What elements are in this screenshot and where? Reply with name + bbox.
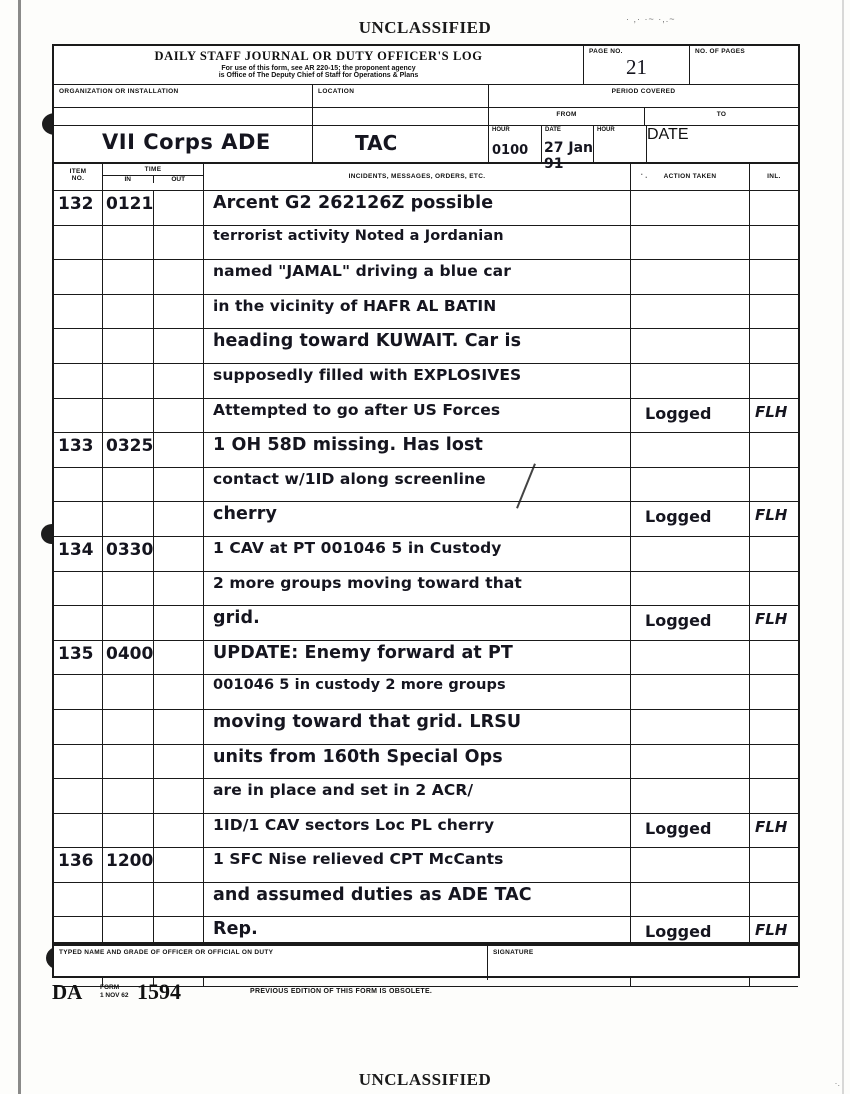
incident-text: moving toward that grid. LRSU	[213, 711, 522, 732]
action-taken-value: Logged	[645, 403, 712, 423]
signature-cell	[488, 946, 798, 980]
from-hour-label: HOUR	[492, 127, 510, 133]
table-row	[54, 260, 798, 295]
cell-time-in	[103, 675, 154, 709]
to-date-label: DATE	[647, 126, 689, 143]
from-date-cell	[542, 126, 594, 172]
table-row	[54, 468, 798, 503]
cell-time-in	[103, 260, 154, 294]
organization-value-cell	[54, 126, 313, 162]
incident-text: Arcent G2 262126Z possible	[213, 193, 494, 213]
form-title-row	[54, 46, 798, 85]
cell-item-no	[54, 433, 103, 467]
cell-action-taken	[631, 295, 750, 329]
cell-action-taken	[631, 364, 750, 398]
organization-value: VII Corps ADE	[102, 130, 271, 154]
incident-text: contact w/1ID along screenline	[213, 469, 486, 488]
cell-time-in	[103, 710, 154, 744]
column-header-time-in: IN	[103, 176, 154, 183]
cell-incident-text	[204, 537, 631, 571]
cell-time-in	[103, 295, 154, 329]
cell-action-taken	[631, 641, 750, 675]
cell-item-no	[54, 675, 103, 709]
item-no-value: 135	[58, 643, 94, 664]
form-label	[100, 984, 129, 1000]
column-header-initials-label: INL.	[767, 173, 781, 180]
cell-time-in	[103, 191, 154, 225]
organization-label: ORGANIZATION OR INSTALLATION	[59, 88, 179, 95]
cell-time-out	[154, 364, 204, 398]
cell-item-no	[54, 848, 103, 882]
cell-initials	[750, 191, 798, 225]
classification-bottom: UNCLASSIFIED	[358, 1070, 492, 1089]
cell-incident-text	[204, 883, 631, 917]
form-title-sub2: is Office of The Deputy Chief of Staff for Operations & Plans	[218, 72, 419, 79]
cell-initials	[750, 606, 798, 640]
incident-text: terrorist activity Noted a Jordanian	[213, 227, 504, 244]
cell-incident-text	[204, 814, 631, 848]
cell-action-taken	[631, 572, 750, 606]
cell-time-out	[154, 814, 204, 848]
column-header-item-line2: NO.	[71, 175, 85, 182]
period-covered-label: PERIOD COVERED	[611, 88, 676, 95]
cell-initials	[750, 364, 798, 398]
location-value-cell	[313, 126, 489, 162]
time-in-value: 0325	[106, 436, 154, 457]
table-column-headers	[54, 164, 798, 191]
table-row	[54, 606, 798, 641]
cell-time-in	[103, 329, 154, 363]
initials-value: FLH	[755, 610, 788, 629]
column-header-time	[103, 164, 204, 190]
cell-action-taken	[631, 848, 750, 882]
page-number-cell	[584, 46, 690, 84]
to-date-cell	[647, 126, 798, 162]
cell-item-no	[54, 814, 103, 848]
cell-action-taken	[631, 502, 750, 536]
cell-item-no	[54, 710, 103, 744]
scan-edge-right	[842, 0, 844, 1094]
cell-action-taken	[631, 329, 750, 363]
time-in-value: 0121	[106, 194, 154, 214]
table-row	[54, 364, 798, 399]
form-label-line1: FORM	[100, 984, 120, 991]
incident-text: heading toward KUWAIT. Car is	[213, 331, 522, 352]
cell-action-taken	[631, 260, 750, 294]
cell-initials	[750, 710, 798, 744]
to-hour-label: HOUR	[597, 127, 615, 133]
cell-action-taken	[631, 433, 750, 467]
da-label: DA	[52, 980, 83, 1004]
table-row	[54, 572, 798, 607]
incident-text: 001046 5 in custody 2 more groups	[213, 677, 506, 694]
incident-text: Attempted to go after US Forces	[213, 400, 501, 419]
cell-item-no	[54, 572, 103, 606]
cell-action-taken	[631, 537, 750, 571]
cell-incident-text	[204, 745, 631, 779]
initials-value: FLH	[755, 921, 788, 940]
cell-initials	[750, 399, 798, 433]
location-label: LOCATION	[318, 88, 355, 95]
cell-action-taken	[631, 399, 750, 433]
scan-edge-left	[18, 0, 21, 1094]
cell-time-in	[103, 502, 154, 536]
cell-item-no	[54, 364, 103, 398]
cell-incident-text	[204, 191, 631, 225]
action-taken-value: Logged	[645, 507, 712, 527]
cell-item-no	[54, 537, 103, 571]
cell-item-no	[54, 295, 103, 329]
cell-initials	[750, 537, 798, 571]
cell-time-out	[154, 641, 204, 675]
to-label-cell	[645, 108, 798, 125]
form-header-labels-row	[54, 85, 798, 108]
cell-time-out	[154, 191, 204, 225]
page-number-label: PAGE NO.	[589, 48, 623, 55]
cell-initials	[750, 779, 798, 813]
table-row	[54, 399, 798, 434]
cell-time-out	[154, 260, 204, 294]
cell-action-taken	[631, 779, 750, 813]
time-in-value: 0400	[106, 643, 154, 664]
table-row	[54, 779, 798, 814]
time-in-value: 0330	[106, 539, 154, 560]
cell-initials	[750, 468, 798, 502]
column-header-item-line1: ITEM	[69, 168, 87, 175]
incident-text: 1 CAV at PT 001046 5 in Custody	[213, 538, 502, 557]
table-row	[54, 433, 798, 468]
table-row	[54, 641, 798, 676]
cell-initials	[750, 675, 798, 709]
table-row	[54, 883, 798, 918]
cell-time-out	[154, 329, 204, 363]
incident-text: units from 160th Special Ops	[213, 746, 503, 767]
cell-initials	[750, 641, 798, 675]
cell-item-no	[54, 641, 103, 675]
incident-text: 1ID/1 CAV sectors Loc PL cherry	[213, 815, 495, 834]
cell-action-taken	[631, 606, 750, 640]
location-label-cell	[313, 85, 489, 107]
to-label: TO	[716, 111, 727, 118]
cell-time-out	[154, 779, 204, 813]
typed-name-cell	[54, 946, 488, 980]
cell-initials	[750, 502, 798, 536]
cell-item-no	[54, 502, 103, 536]
cell-incident-text	[204, 329, 631, 363]
cell-initials	[750, 572, 798, 606]
incident-text: UPDATE: Enemy forward at PT	[213, 642, 513, 663]
location-spacer	[313, 108, 489, 125]
cell-time-in	[103, 572, 154, 606]
table-row	[54, 295, 798, 330]
cell-time-out	[154, 848, 204, 882]
page-number-value: 21	[626, 55, 647, 79]
column-header-action-label: ACTION TAKEN	[663, 173, 717, 180]
initials-value: FLH	[755, 817, 788, 836]
scan-smudge: ·.	[640, 168, 649, 181]
cell-time-in	[103, 364, 154, 398]
cell-initials	[750, 814, 798, 848]
cell-incident-text	[204, 433, 631, 467]
column-header-initials	[750, 164, 798, 190]
number-of-pages-label: NO. OF PAGES	[695, 48, 746, 55]
incident-text: Rep.	[213, 919, 258, 940]
cell-incident-text	[204, 468, 631, 502]
cell-incident-text	[204, 399, 631, 433]
from-to-label-row	[54, 108, 798, 126]
cell-item-no	[54, 883, 103, 917]
incident-text: supposedly filled with EXPLOSIVES	[213, 365, 522, 384]
cell-initials	[750, 329, 798, 363]
cell-action-taken	[631, 226, 750, 260]
cell-incident-text	[204, 675, 631, 709]
initials-value: FLH	[755, 402, 788, 421]
cell-initials	[750, 295, 798, 329]
column-header-item-no	[54, 164, 103, 190]
log-entries-table	[54, 191, 798, 987]
cell-time-in	[103, 399, 154, 433]
cell-time-in	[103, 226, 154, 260]
cell-time-out	[154, 606, 204, 640]
item-no-value: 134	[58, 539, 94, 560]
cell-incident-text	[204, 572, 631, 606]
cell-time-in	[103, 848, 154, 882]
incident-text: and assumed duties as ADE TAC	[213, 884, 532, 905]
cell-incident-text	[204, 606, 631, 640]
cell-incident-text	[204, 710, 631, 744]
cell-incident-text	[204, 260, 631, 294]
form-footer	[52, 944, 800, 978]
form-title	[54, 46, 584, 84]
cell-initials	[750, 883, 798, 917]
cell-initials	[750, 433, 798, 467]
cell-time-in	[103, 814, 154, 848]
from-hour-value: 0100	[492, 143, 529, 158]
table-row	[54, 745, 798, 780]
from-hour-cell	[489, 126, 542, 162]
cell-incident-text	[204, 226, 631, 260]
column-header-incidents-label: INCIDENTS, MESSAGES, ORDERS, ETC.	[348, 173, 486, 180]
cell-time-out	[154, 433, 204, 467]
cell-action-taken	[631, 745, 750, 779]
table-row	[54, 675, 798, 710]
organization-spacer	[54, 108, 313, 125]
time-in-value: 1200	[106, 851, 154, 872]
from-label: FROM	[556, 111, 577, 118]
cell-time-out	[154, 226, 204, 260]
table-row	[54, 537, 798, 572]
incident-text: 2 more groups moving toward that	[213, 573, 522, 592]
cell-time-in	[103, 745, 154, 779]
table-row	[54, 226, 798, 261]
cell-incident-text	[204, 502, 631, 536]
incident-text: grid.	[213, 608, 260, 629]
classification-top: UNCLASSIFIED	[358, 18, 492, 37]
cell-time-in	[103, 641, 154, 675]
from-date-label: DATE	[545, 127, 561, 133]
cell-item-no	[54, 779, 103, 813]
cell-item-no	[54, 606, 103, 640]
cell-time-out	[154, 572, 204, 606]
period-covered-label-cell	[489, 85, 798, 107]
incident-text: are in place and set in 2 ACR/	[213, 781, 474, 800]
cell-incident-text	[204, 779, 631, 813]
cell-time-out	[154, 295, 204, 329]
cell-time-out	[154, 745, 204, 779]
item-no-value: 132	[58, 194, 94, 214]
table-row	[54, 329, 798, 364]
table-row	[54, 191, 798, 226]
initials-value: FLH	[755, 506, 788, 525]
cell-time-out	[154, 537, 204, 571]
cell-initials	[750, 260, 798, 294]
cell-time-out	[154, 675, 204, 709]
cell-item-no	[54, 226, 103, 260]
number-of-pages-cell	[690, 46, 798, 84]
from-label-cell	[489, 108, 645, 125]
table-row	[54, 814, 798, 849]
item-no-value: 133	[58, 436, 94, 457]
form-title-main: DAILY STAFF JOURNAL OR DUTY OFFICER'S LOG	[154, 49, 483, 63]
cell-item-no	[54, 468, 103, 502]
form-title-sub1: For use of this form, see AR 220-15; the proponent agency	[221, 65, 416, 72]
incident-text: 1 OH 58D missing. Has lost	[213, 435, 484, 456]
cell-incident-text	[204, 295, 631, 329]
cell-time-in	[103, 433, 154, 467]
cell-initials	[750, 226, 798, 260]
cell-incident-text	[204, 364, 631, 398]
table-row	[54, 502, 798, 537]
table-row	[54, 848, 798, 883]
incident-text: cherry	[213, 504, 277, 525]
column-header-time-out: OUT	[171, 176, 186, 183]
from-date-value: 27 Jan 91	[544, 140, 593, 172]
cell-action-taken	[631, 675, 750, 709]
cell-incident-text	[204, 848, 631, 882]
cell-time-in	[103, 606, 154, 640]
cell-item-no	[54, 745, 103, 779]
cell-time-in	[103, 468, 154, 502]
item-no-value: 136	[58, 851, 94, 872]
scan-artifact-top-right: · ,· ·~ ·,.~	[626, 14, 676, 24]
cell-item-no	[54, 260, 103, 294]
cell-action-taken	[631, 468, 750, 502]
location-value: TAC	[355, 131, 398, 155]
cell-time-in	[103, 537, 154, 571]
table-row	[54, 710, 798, 745]
to-hour-cell	[594, 126, 647, 162]
cell-time-out	[154, 468, 204, 502]
cell-item-no	[54, 399, 103, 433]
incident-text: in the vicinity of HAFR AL BATIN	[213, 296, 497, 315]
action-taken-value: Logged	[645, 818, 712, 838]
cell-action-taken	[631, 883, 750, 917]
cell-action-taken	[631, 710, 750, 744]
typed-name-label: TYPED NAME AND GRADE OF OFFICER OR OFFICIAL ON DUTY	[59, 949, 274, 956]
form-identification-line	[52, 978, 812, 1006]
cell-incident-text	[204, 641, 631, 675]
cell-item-no	[54, 191, 103, 225]
form-number: 1594	[137, 979, 181, 1004]
organization-label-cell	[54, 85, 313, 107]
scan-artifact-bottom-right: ·.	[834, 1078, 840, 1088]
incident-text: 1 SFC Nise relieved CPT McCants	[213, 850, 504, 869]
cell-time-out	[154, 710, 204, 744]
action-taken-value: Logged	[645, 611, 712, 631]
cell-time-in	[103, 883, 154, 917]
previous-edition-note: PREVIOUS EDITION OF THIS FORM IS OBSOLETE.	[250, 988, 433, 995]
cell-time-out	[154, 502, 204, 536]
da-form-1594	[52, 44, 800, 944]
cell-time-out	[154, 883, 204, 917]
cell-initials	[750, 745, 798, 779]
cell-item-no	[54, 329, 103, 363]
cell-action-taken	[631, 191, 750, 225]
cell-initials	[750, 848, 798, 882]
cell-time-in	[103, 779, 154, 813]
cell-time-out	[154, 399, 204, 433]
form-label-line2: 1 NOV 62	[100, 992, 129, 999]
signature-label: SIGNATURE	[493, 949, 534, 956]
column-header-time-label: TIME	[144, 166, 162, 173]
cell-action-taken	[631, 814, 750, 848]
incident-text: named "JAMAL" driving a blue car	[213, 262, 511, 281]
action-taken-value: Logged	[645, 922, 712, 942]
